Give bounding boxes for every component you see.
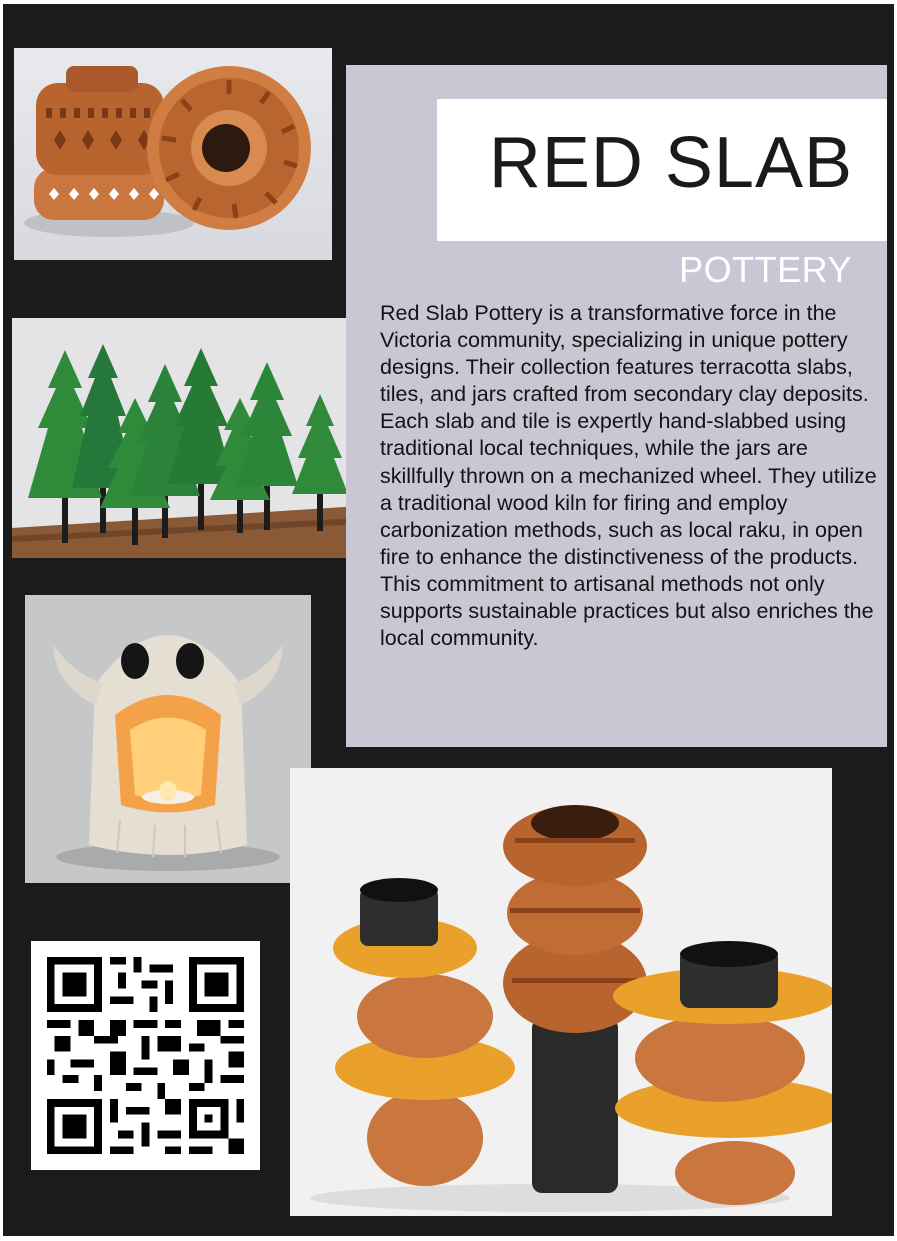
terracotta-wheel-vessels-photo (14, 48, 332, 260)
title-box (437, 99, 887, 241)
brand-title: RED SLAB (488, 123, 853, 203)
brand-subtitle: POTTERY (679, 249, 852, 290)
ghost-candle-holder-photo (25, 595, 311, 883)
stacked-vases-photo (290, 768, 832, 1216)
ceramic-pine-trees-photo (12, 318, 360, 558)
description-text: Red Slab Pottery is a transformative force in the Victoria community, specializing in unique pottery designs. Their collection features terracotta slabs, tiles, and jars crafted from secondary clay deposits. Each slab and tile is expertly hand-slabbed using traditional local techniques, while the jars are skillfully thrown on a mechanized wheel. They utilize a traditional wood kiln for firing and employ carbonization methods, such as local raku, in open fire to enhance the distinctiveness of the products. This commitment to artisanal methods not only supports sustainable practices but also enriches the local community. (380, 301, 877, 651)
qr-code[interactable] (31, 941, 260, 1170)
